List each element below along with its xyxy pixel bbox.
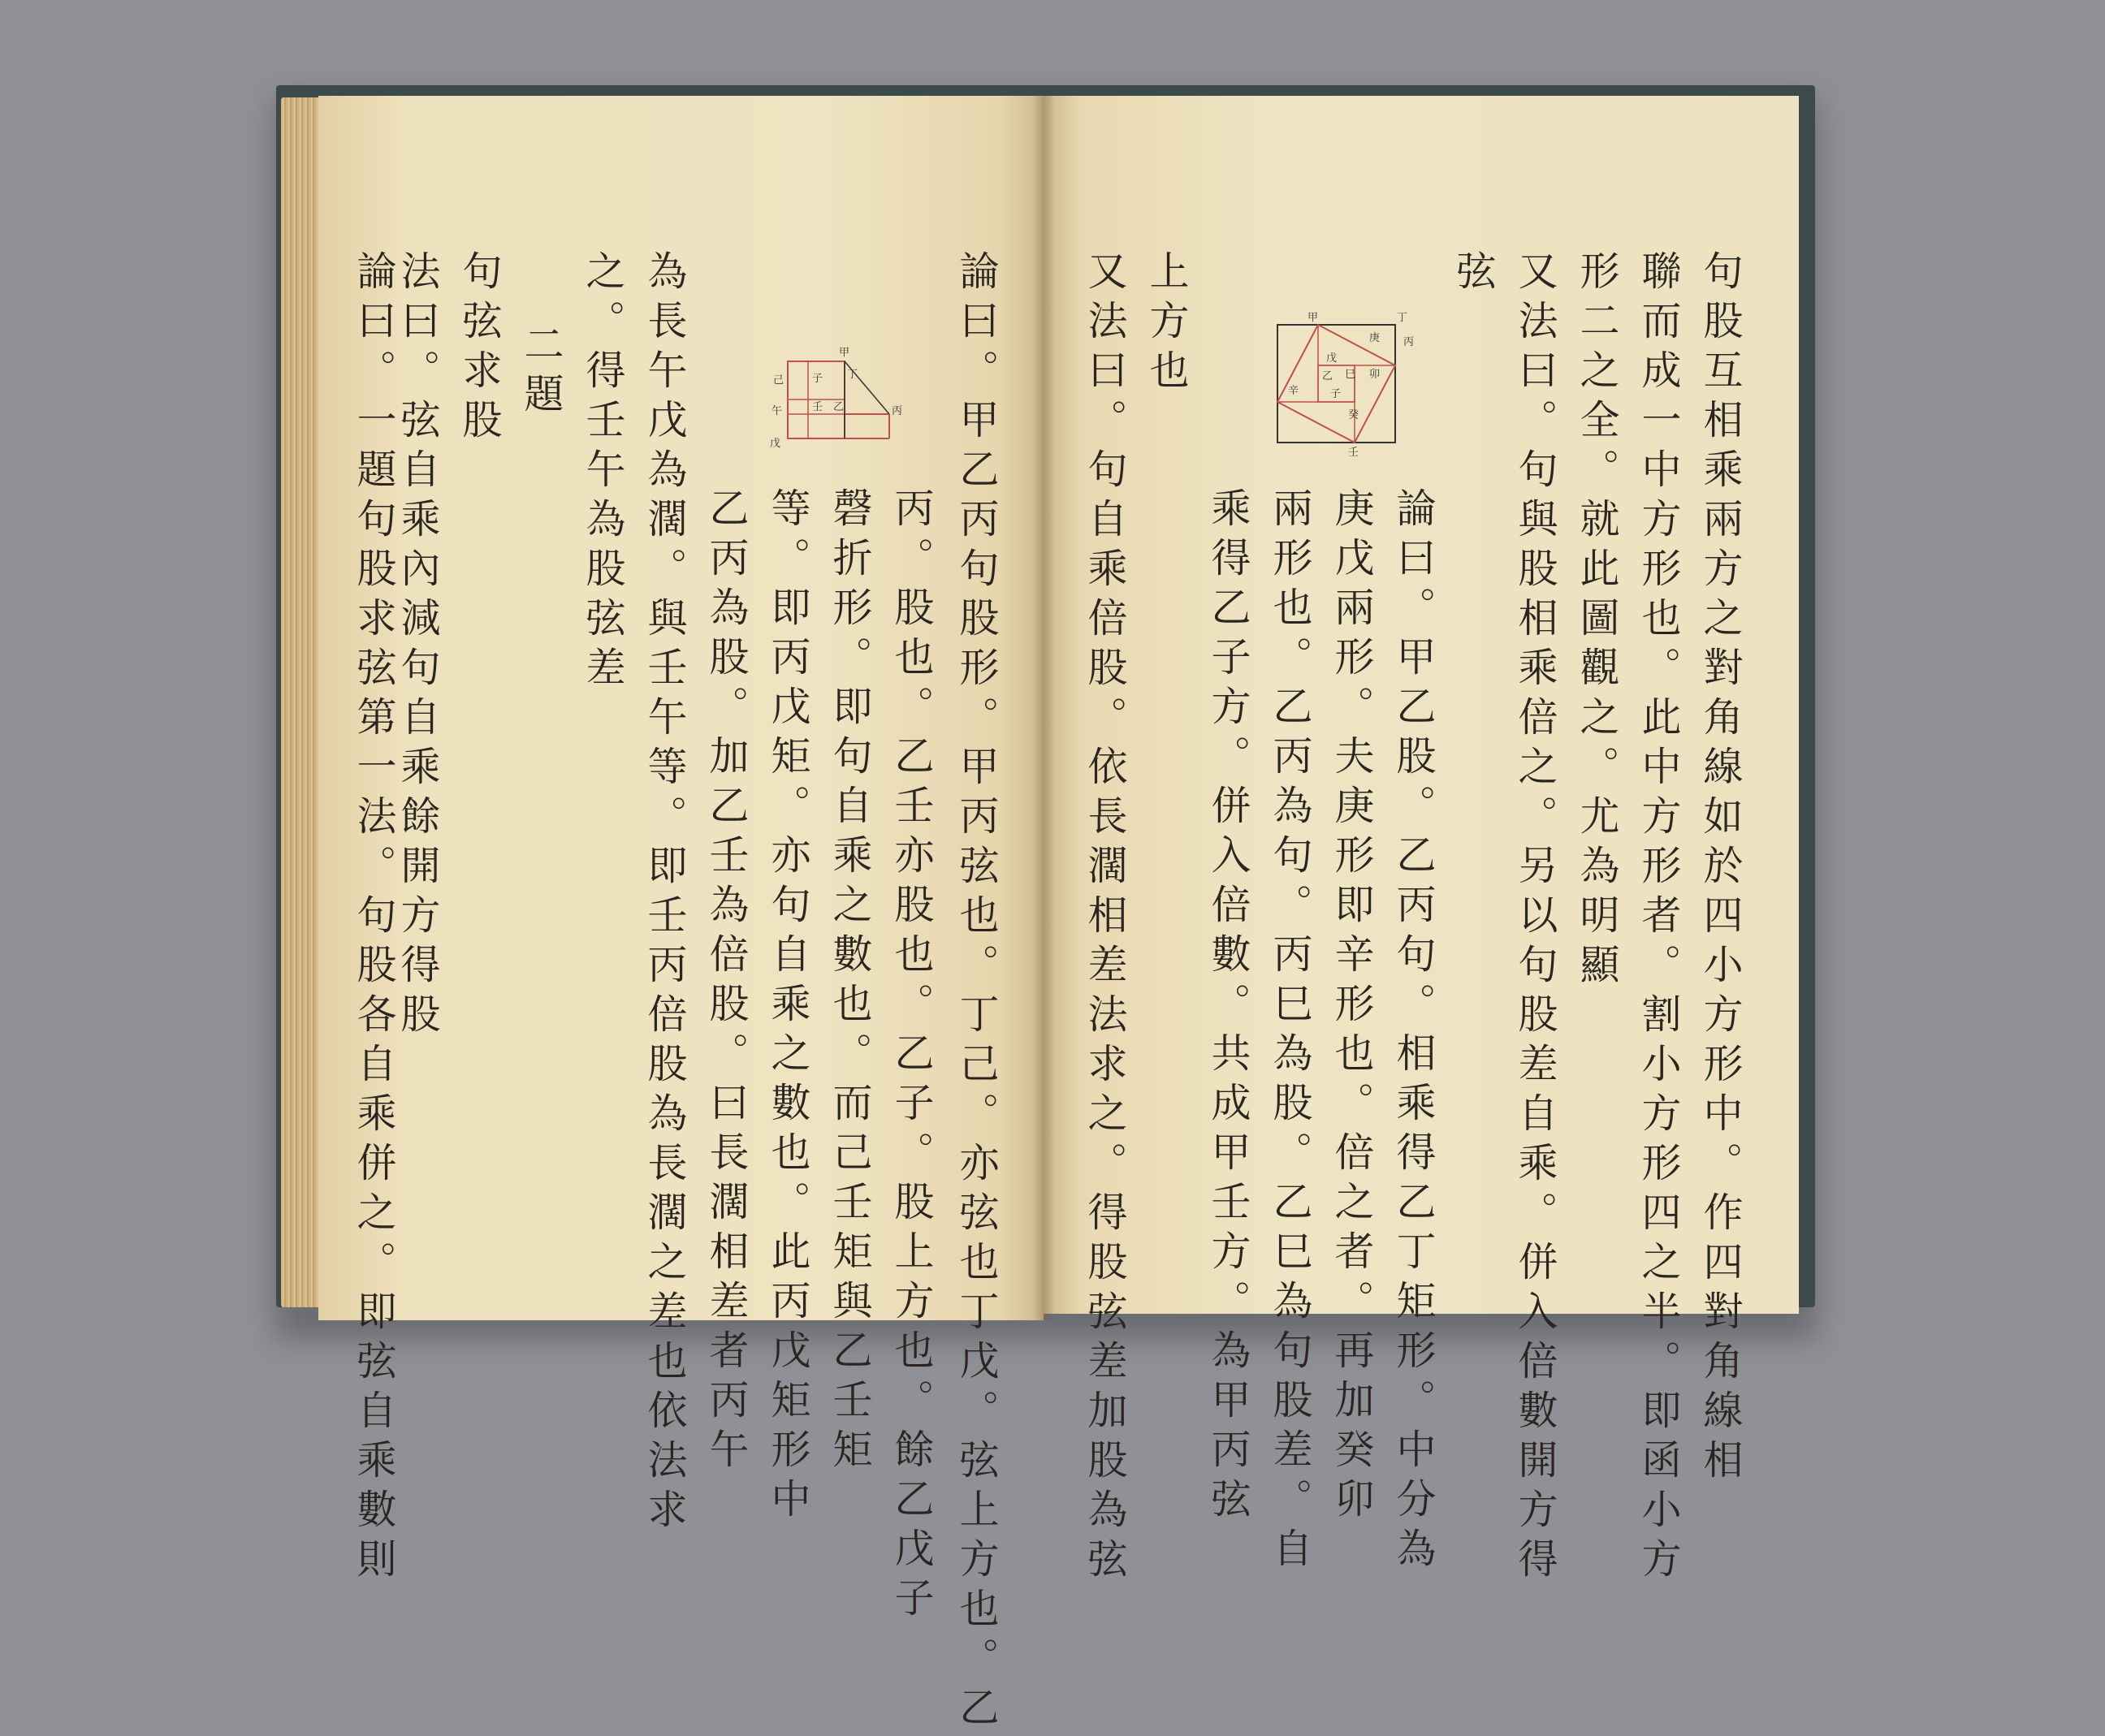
text-column: 磬折形。即句自乘之數也。而己壬矩與乙壬矩 bbox=[827, 487, 873, 1478]
text-column: 論曰。甲乙股。乙丙句。相乘得乙丁矩形。中分為 bbox=[1390, 487, 1437, 1577]
diagram-label: 癸 bbox=[1348, 409, 1359, 421]
text-column: 丙。股也。乙壬亦股也。乙子。股上方也。餘乙戊子 bbox=[888, 487, 935, 1626]
text-column: 乘得乙子方。併入倍數。共成甲壬方。為甲丙弦 bbox=[1205, 487, 1251, 1527]
text-column: 聯而成一中方形也。此中方形者。割小方形四之半。即函小方 bbox=[1636, 250, 1682, 1587]
text-column: 乙丙為股。加乙壬為倍股。曰長濶相差者丙午 bbox=[703, 487, 750, 1478]
diagram-label: 子 bbox=[812, 373, 823, 385]
text-column: 上方也 bbox=[1143, 250, 1190, 399]
diagram-label: 丁 bbox=[847, 369, 858, 381]
diagram-label: 子 bbox=[1330, 388, 1342, 400]
text-column: 又法曰。句與股相乘倍之。另以句股差自乘。併入倍數開方得 bbox=[1512, 250, 1558, 1587]
triangle-diagram bbox=[755, 333, 918, 455]
diagram-label: 午 bbox=[772, 405, 783, 417]
diagram-label: 庚 bbox=[1369, 332, 1381, 344]
diagram-label: 辛 bbox=[1288, 385, 1299, 397]
text-column: 等。即丙戊矩。亦句自乘之數也。此丙戊矩形中 bbox=[765, 487, 811, 1527]
diagram-label: 卯 bbox=[1369, 369, 1381, 381]
text-column: 兩形也。乙丙為句。丙巳為股。乙巳為句股差。自 bbox=[1267, 487, 1313, 1577]
diagram-label: 乙 bbox=[1322, 370, 1333, 382]
text-column: 之。得壬午為股弦差 bbox=[580, 250, 626, 696]
page-edges bbox=[281, 97, 322, 1307]
book-gutter bbox=[1033, 96, 1054, 1320]
diagram-label: 丁 bbox=[1397, 312, 1408, 324]
text-column: 為長午戊為濶。與壬午等。即壬丙倍股為長濶之差也依法求 bbox=[642, 250, 688, 1538]
diagram-label: 丙 bbox=[1403, 336, 1415, 348]
diagram-label: 己 bbox=[773, 374, 785, 386]
diagram-label: 乙 bbox=[833, 401, 845, 413]
text-column: 論曰。一題句股求弦第一法。句股各自乘併之。即弦自乘數則 bbox=[351, 250, 397, 1587]
diagram-label: 丙 bbox=[892, 405, 903, 417]
diagram-label: 壬 bbox=[1348, 447, 1359, 459]
text-column: 形二之全。就此圖觀之。尤為明顯 bbox=[1574, 250, 1620, 993]
square-diagram bbox=[1257, 296, 1436, 459]
diagram-label: 甲 bbox=[839, 347, 850, 359]
diagram-label: 戊 bbox=[770, 438, 781, 450]
text-column: 句弦求股 bbox=[456, 250, 503, 448]
diagram-label: 巳 bbox=[1345, 369, 1356, 381]
text-column: 弦 bbox=[1450, 250, 1497, 300]
text-column: 又法曰。句自乘倍股。依長濶相差法求之。得股弦差加股為弦 bbox=[1082, 250, 1128, 1587]
text-column: 法曰。弦自乘內減句自乘餘開方得股 bbox=[395, 250, 441, 1043]
text-column: 句股互相乘兩方之對角線如於四小方形中。作四對角線相 bbox=[1697, 250, 1744, 1488]
text-column: 庚戊兩形。夫庚形即辛形也。倍之者。再加癸卯 bbox=[1329, 487, 1375, 1527]
diagram-label: 壬 bbox=[812, 401, 823, 413]
text-column: 論曰。甲乙丙句股形。甲丙弦也。丁己。亦弦也丁戊。弦上方也。乙 bbox=[953, 250, 1000, 1736]
text-column: 二題 bbox=[518, 323, 564, 422]
diagram-label: 戊 bbox=[1326, 352, 1338, 365]
diagram-label: 甲 bbox=[1308, 312, 1319, 324]
